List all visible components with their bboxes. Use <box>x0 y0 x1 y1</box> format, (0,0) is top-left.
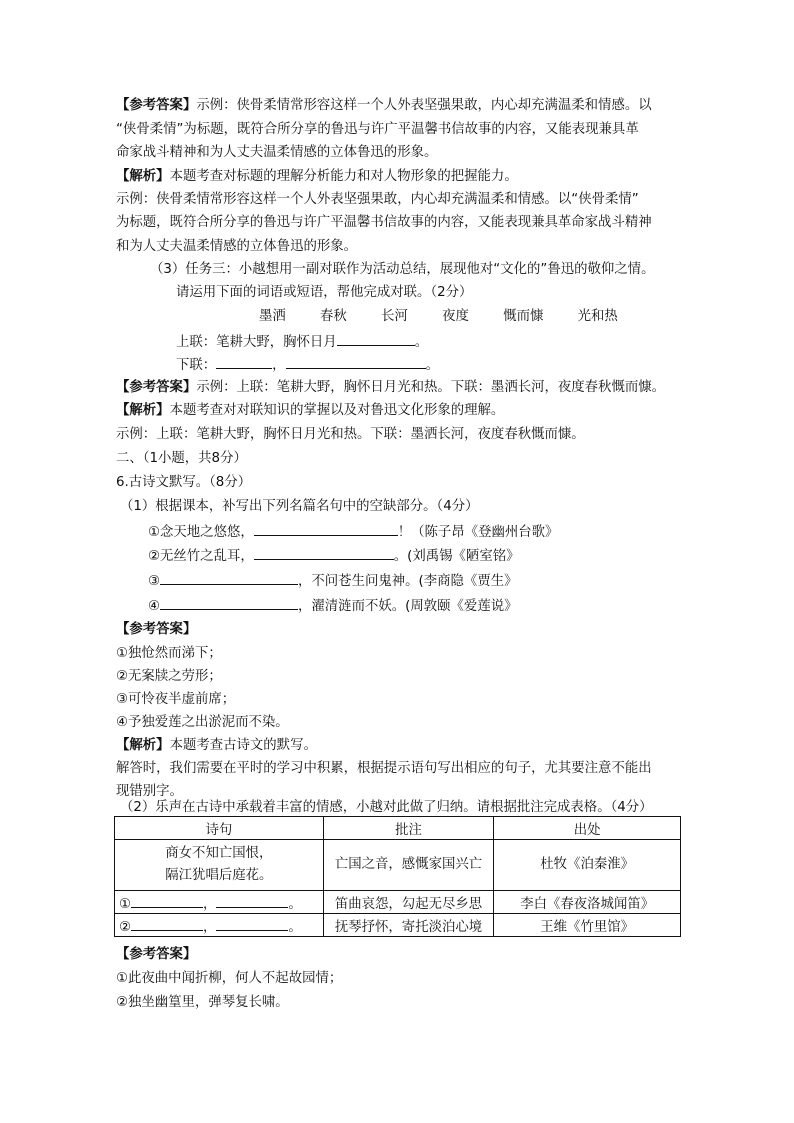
blank <box>216 356 272 369</box>
answer-tag: 【参考答案】 <box>116 622 197 637</box>
punctuation: 。 <box>288 896 302 912</box>
punctuation: ， <box>272 358 286 373</box>
word-item: 慨而慷 <box>503 309 544 324</box>
answer-tag: 【参考答案】 <box>116 380 197 395</box>
analysis-tag: 【解析】 <box>116 403 170 418</box>
answer-line <box>116 98 686 114</box>
analysis-tag: 【解析】 <box>116 738 170 753</box>
answer-item: ②无案牍之劳形； <box>116 669 222 684</box>
blank <box>254 547 394 560</box>
fill-text: ②无丝竹之乱耳， <box>148 549 254 564</box>
answer-item: ③可怜夜半虚前席； <box>116 692 236 707</box>
poem-line: 隔江犹唱后庭花。 <box>165 868 273 883</box>
blank <box>286 356 426 369</box>
poem-table <box>114 816 681 937</box>
punctuation: 。 <box>414 335 429 350</box>
question-title: 6.古诗文默写。（8分） <box>116 475 252 490</box>
answer-line: “侠骨柔情”为标题，既符合所分享的鲁迅与许广平温馨书信故事的内容，又能表现兼具革 <box>116 122 639 137</box>
answer-item: ①独怆然而涕下； <box>116 646 222 661</box>
fill-line <box>148 523 718 541</box>
table-row <box>115 840 681 891</box>
analysis-line <box>116 738 686 754</box>
blank <box>254 523 398 536</box>
blank <box>216 918 288 931</box>
word-item: 光和热 <box>577 309 618 324</box>
table-cell-source: 王维《竹里馆》 <box>494 914 681 937</box>
word-item: 长河 <box>381 309 408 324</box>
couplet-lower <box>176 356 746 374</box>
analysis-line: 解答时，我们需要在平时的学习中积累，根据提示语句写出相应的句子，尤其要注意不能出 <box>116 761 652 776</box>
answer-line: 命家战斗精神和为人丈夫温柔情感的立体鲁迅的形象。 <box>116 145 438 160</box>
blank <box>160 597 298 610</box>
fill-line <box>148 597 718 615</box>
analysis-line: 示例：侠骨柔情常形容这样一个人外表坚强果敢，内心却充满温柔和情感。以“侠骨柔情” <box>116 192 639 207</box>
fill-text: ！（陈子昂《登幽州台歌》 <box>397 525 559 540</box>
answer-tag: 【参考答案】 <box>116 98 197 113</box>
fill-text: ，濯清涟而不妖。(周敦颐《爱莲说》 <box>298 599 518 614</box>
sub-question: （2）乐声在古诗中承载着丰富的情感，小越对此做了归纳。请根据批注完成表格。（4分） <box>120 800 653 815</box>
fill-text: ①念天地之悠悠， <box>148 525 254 540</box>
analysis-line <box>116 169 686 185</box>
answer-line <box>116 380 686 396</box>
fill-line <box>148 572 718 590</box>
word-item: 夜度 <box>442 309 469 324</box>
couplet-upper-text: 上联：笔耕大野，胸怀日月 <box>176 335 337 350</box>
analysis-line: 示例：上联：笔耕大野，胸怀日月光和热。下联：墨洒长河，夜度春秋慨而慷。 <box>116 427 585 442</box>
answer-item: ④予独爱莲之出淤泥而不染。 <box>116 715 289 730</box>
row-number: ① <box>119 896 132 912</box>
word-bank <box>259 309 794 325</box>
answer-item: ②独坐幽篁里，弹琴复长啸。 <box>116 995 289 1010</box>
blank <box>131 895 203 908</box>
section-heading: 二、（1小题，共8分） <box>116 451 247 466</box>
table-cell-note: 笛曲哀怨，勾起无尽乡思 <box>323 891 494 914</box>
analysis-line: 为标题，既符合所分享的鲁迅与许广平温馨书信故事的内容，又能表现兼具革命家战斗精神 <box>116 215 652 230</box>
task3-instruction: 请运用下面的词语或短语，帮他完成对联。（2分） <box>176 285 473 300</box>
punctuation: 。 <box>288 919 302 935</box>
task3-question: （3）任务三：小越想用一副对联作为活动总结，展现他对“文化的”鲁迅的敬仰之情。 <box>150 262 655 277</box>
table-cell-poem <box>115 840 324 891</box>
word-item: 墨洒 <box>259 309 286 324</box>
answer-item: ①此夜曲中闻折柳，何人不起故园情； <box>116 971 343 986</box>
table-row <box>115 891 681 914</box>
analysis-text: 本题考查对标题的理解分析能力和对人物形象的把握能力。 <box>169 169 518 184</box>
answer-text: 示例：侠骨柔情常形容这样一个人外表坚强果敢，内心却充满温柔和情感。以 <box>196 98 652 113</box>
analysis-line <box>116 403 686 419</box>
table-row <box>115 914 681 937</box>
couplet-upper <box>176 333 746 351</box>
row-number: ② <box>119 919 132 935</box>
analysis-text: 本题考查古诗文的默写。 <box>169 738 317 753</box>
sub-question: （1）根据课本，补写出下列名篇名句中的空缺部分。（4分） <box>120 499 479 514</box>
couplet-lower-text: 下联： <box>176 358 217 373</box>
poem-line: 商女不知亡国恨， <box>165 846 273 861</box>
analysis-text: 本题考查对对联知识的掌握以及对鲁迅文化形象的理解。 <box>169 403 505 418</box>
punctuation: ， <box>203 919 217 935</box>
answer-text: 示例：上联：笔耕大野，胸怀日月光和热。下联：墨洒长河，夜度春秋慨而慷。 <box>196 380 666 395</box>
blank <box>160 572 298 585</box>
fill-text: ③ <box>148 574 161 589</box>
fill-text: ，不问苍生问鬼神。(李商隐《贾生》 <box>298 574 518 589</box>
table-cell-poem <box>115 914 324 937</box>
blank <box>337 333 415 346</box>
fill-text: ④ <box>148 599 161 614</box>
analysis-line: 和为人丈夫温柔情感的立体鲁迅的形象。 <box>116 239 358 254</box>
table-cell-note: 亡国之音，感慨家国兴亡 <box>323 840 494 891</box>
table-cell-note: 抚琴抒怀，寄托淡泊心境 <box>323 914 494 937</box>
blank <box>216 895 288 908</box>
answer-tag: 【参考答案】 <box>116 947 197 962</box>
table-header: 诗句 <box>115 817 324 840</box>
table-cell-source: 杜牧《泊秦淮》 <box>494 840 681 891</box>
blank <box>131 918 203 931</box>
table-cell-poem <box>115 891 324 914</box>
table-header-row <box>115 817 681 840</box>
fill-line <box>148 547 718 565</box>
table-cell-source: 李白《春夜洛城闻笛》 <box>494 891 681 914</box>
analysis-tag: 【解析】 <box>116 169 170 184</box>
fill-text: 。(刘禹锡《陋室铭》 <box>393 549 520 564</box>
punctuation: 。 <box>425 358 439 373</box>
punctuation: ， <box>203 896 217 912</box>
analysis-line: 现错别字。 <box>116 784 183 799</box>
word-item: 春秋 <box>320 309 347 324</box>
table-header: 批注 <box>323 817 494 840</box>
table-header: 出处 <box>494 817 681 840</box>
